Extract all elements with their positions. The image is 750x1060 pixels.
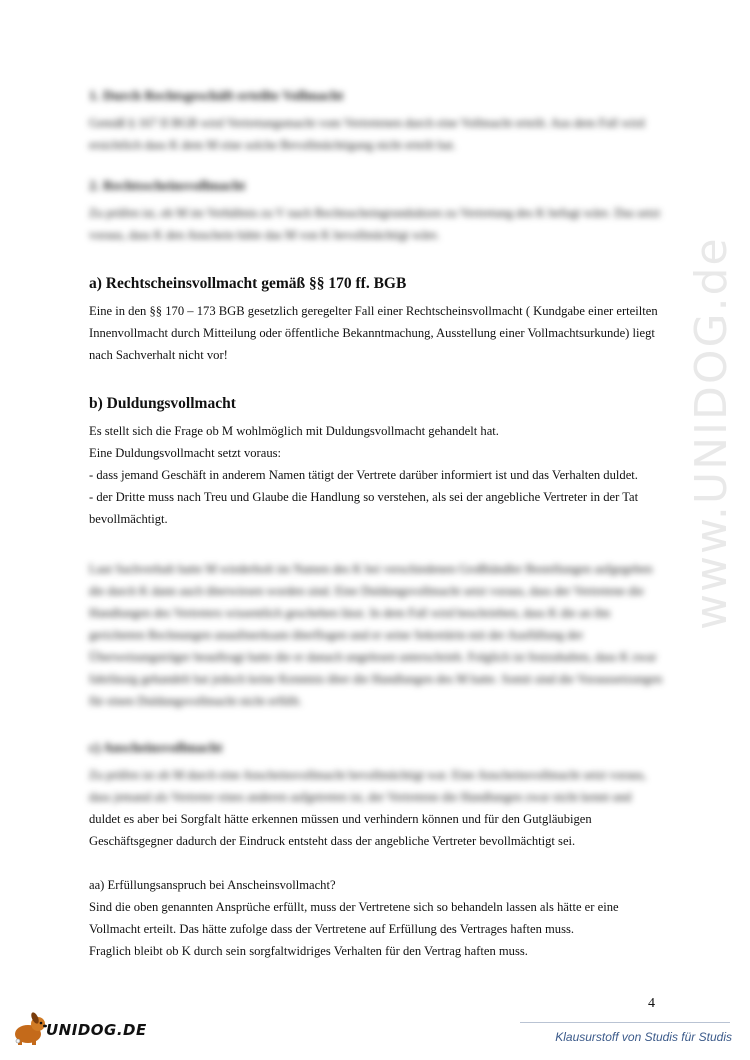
section-b-line-1: Es stellt sich die Frage ob M wohlmöglich mit Duldungsvollmacht gehandelt hat. [89, 424, 499, 438]
heading-section-a: a) Rechtscheinsvollmacht gemäß §§ 170 ff. BGB [89, 275, 407, 292]
blurred-section-1 [89, 88, 669, 156]
watermark-text: www.UNIDOG.de [686, 236, 737, 630]
section-b-line-3: - dass jemand Geschäft in anderem Namen tätigt der Vertrete darüber informiert ist und das Verhalten duldet. [89, 468, 638, 482]
footer-divider [520, 1022, 730, 1023]
section-b-line-2: Eine Duldungsvollmacht setzt voraus: [89, 446, 282, 460]
section-b-line-4: - der Dritte muss nach Treu und Glaube die Handlung so verstehen, als sei der angebliche Vertreter in der Tat bevollmächtigt. [89, 490, 639, 526]
heading-section-b: b) Duldungsvollmacht [89, 395, 236, 412]
blurred-section-4 [89, 740, 669, 808]
blurred-section-3 [89, 558, 669, 712]
paragraph-section-a: Eine in den §§ 170 – 173 BGB gesetzlich geregelter Fall einer Rechtscheinsvollmacht ( Kundgabe einer erteilten Innenvollmacht durch Mitteilung oder öffentliche Bekanntmachung, Ausstellung einer Vollmachtsurkunde) liegt nach Sachverhalt nicht vor! [89, 304, 658, 362]
paragraph-section-c: duldet es aber bei Sorgfalt hätte erkennen müssen und verhindern können und für den Gutgläubigen Geschäftsgegner dadurch der Eindruck entsteht dass der angebliche Vertreter bevollmächtigt sei. [89, 812, 592, 848]
heading-rechtsgeschaeft: 1. Durch Rechtsgeschäft erteilte Vollmacht [89, 89, 344, 104]
heading-anscheinsvollmacht: c) Anscheinsvollmacht [89, 741, 223, 756]
paragraph-anscheinsvollmacht-blurred: Zu prüfen ist ob M durch eine Anscheinsvollmacht bevollmächtigt war. Eine Anscheinsvollmacht setzt voraus, dass jemand als Vertreter eines anderen aufgetreten ist, der Vertretene die Handlungen zwar nicht kennt und [89, 768, 647, 804]
paragraph-rechtsscheinsvollmacht: Zu prüfen ist, ob M im Verhältnis zu V nach Rechtsscheingrundsätzen zu Vertretung des K befugt wäre. Das setzt voraus, dass K den Anschein hätte das M von K bevollmächtigt wäre. [89, 206, 661, 242]
section-aa-line-1: aa) Erfüllungsanspruch bei Anscheinsvollmacht? [89, 878, 336, 892]
blurred-section-2 [89, 178, 669, 246]
section-aa-line-2: Sind die oben genannten Ansprüche erfüllt, muss der Vertretene sich so behandeln lassen als hätte er eine Vollmacht erteilt. Das hätte zufolge dass der Vertretene auf Erfüllung des Vertrages haften muss. [89, 900, 619, 936]
heading-rechtsscheinsvollmacht: 2. Rechtsscheinsvollmacht [89, 179, 246, 194]
footer-tagline: Klausurstoff von Studis für Studis [555, 1030, 732, 1044]
document-body [89, 88, 669, 962]
logo-text: UNIDOG.DE [46, 1021, 147, 1039]
section-aa-line-3: Fraglich bleibt ob K durch sein sorgfaltwidriges Verhalten für den Vertrag haften muss. [89, 944, 528, 958]
page-number: 4 [648, 996, 655, 1011]
paragraph-rechtsgeschaeft: Gemäß § 167 II BGB wird Vertretungsmacht vom Vertretenen durch eine Vollmacht erteilt. Aus dem Fall wird ersichtlich dass K dem M eine solche Bevollmächtigung nicht erteilt hat. [89, 116, 645, 152]
paragraph-duldung-analysis: Laut Sachverhalt hatte M wiederholt im Namen des K bei verschiedenen Großhändler Bestellungen aufgegeben die durch K dann auch überwiesen worden sind. Eine Duldungsvollmacht setzt voraus, dass der Vertretene die Handlungen des Vertreters wissentlich geschehen lässt. In dem Fall wird beschrieben, dass K die an ihn gerichteten Rechnungen unaufmerksam überflogen und er seine Sekretärin mit der Ausfüllung der Überweisungsträger beauftragt hatte die er danach ungelesen unterschrieb. Folglich ist festzuhalten, dass K zwar fahrlässig gehandelt hat jedoch keine Kenntnis über die Handlungen des M hatte. Somit sind die Voraussetzungen für einen Duldungsvollmacht nicht erfüllt. [89, 562, 663, 708]
